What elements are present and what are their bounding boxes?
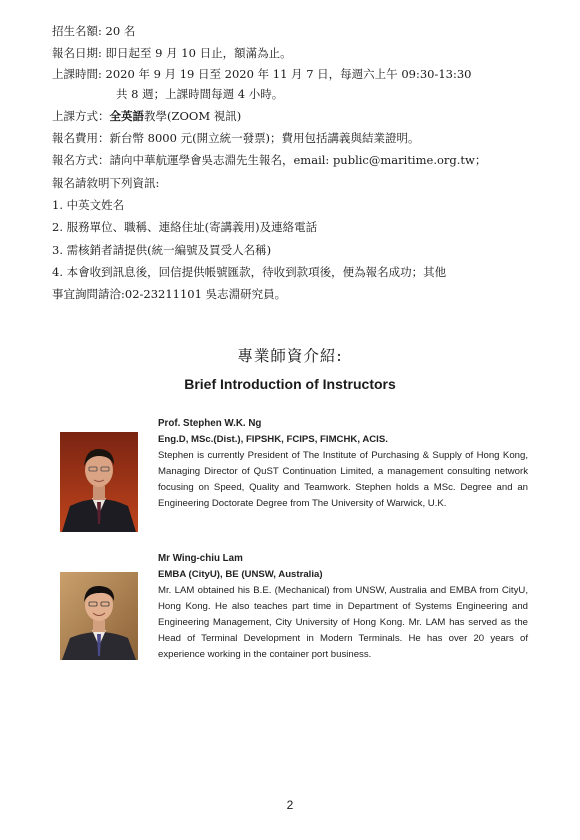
method-bold: 全英語 — [109, 108, 144, 123]
quota-line: 招生名額: 20 名 — [52, 24, 136, 38]
registration-info-line: 報名請敘明下列資訊: — [52, 175, 160, 190]
section-heading-chinese: 專業師資介紹: — [237, 347, 343, 365]
page-number: 2 — [286, 798, 294, 812]
instructor-photo — [60, 432, 138, 532]
teaching-method-line — [52, 105, 552, 127]
section-heading-english: Brief Introduction of Instructors — [184, 376, 396, 392]
instructor-name: Prof. Stephen W.K. Ng — [158, 418, 262, 429]
instructor-credentials: Eng.D, MSc.(Dist.), FIPSHK, FCIPS, FIMCHK, ACIS. — [158, 434, 388, 445]
note-line: 4. 本會收到訊息後，回信提供帳號匯款，待收到款項後，便為報名成功；其他 — [52, 264, 447, 279]
list-item: 1. 中英文姓名 — [52, 198, 125, 213]
list-item: 3. 需核銷者請提供(統一編號及買受人名稱) — [52, 242, 272, 257]
registration-method-line: 報名方式：請向中華航運學會吳志淵先生報名，email: public@maritime.org.tw； — [52, 153, 487, 168]
enrollment-info — [52, 20, 552, 306]
note-continuation: 事宜詢問請洽:02-23211101 吳志淵研究員。 — [52, 287, 287, 302]
method-prefix: 上課方式： — [52, 108, 110, 123]
method-suffix: 教學(ZOOM 視訊) — [144, 108, 242, 123]
instructor-photo — [60, 572, 138, 660]
class-time-continuation: 共 8 週；上課時間每週 4 小時。 — [116, 86, 284, 101]
registration-date-line: 報名日期: 即日起至 9 月 10 日止，額滿為止。 — [52, 46, 292, 61]
instructor-credentials: EMBA (CityU), BE (UNSW, Australia) — [158, 569, 323, 580]
fee-line: 報名費用：新台幣 8000 元(開立統一發票)；費用包括講義與結業證明。 — [52, 131, 420, 146]
instructor-bio — [158, 416, 528, 512]
instructor-description: Stephen is currently President of The Institute of Purchasing & Supply of Hong Kong, Managing Director of QuST Continuation Limited, a management consulting network focusing on Speed, Quality and Teamwork. Stephen holds a MSc. Degree and an Engineering Doctorate Degree from The University of Warwick, U.K. — [158, 450, 528, 509]
instructor-description: Mr. LAM obtained his B.E. (Mechanical) from UNSW, Australia and EMBA from CityU, Hong Kong. He also teaches part time in Department of Systems Engineering and Engineering Management, City University of Hong Kong. Mr. LAM has served as the Head of Terminal Development in Modern Terminals. He has over 20 years of experience working in the container port business. — [158, 585, 528, 660]
instructor-bio — [158, 551, 528, 663]
list-item: 2. 服務單位、職稱、連絡住址(寄講義用)及連絡電話 — [52, 220, 318, 235]
class-time-line: 上課時間: 2020 年 9 月 19 日至 2020 年 11 月 7 日，每週六上午 09:30-13:30 — [52, 66, 472, 81]
instructor-name: Mr Wing-chiu Lam — [158, 553, 243, 564]
